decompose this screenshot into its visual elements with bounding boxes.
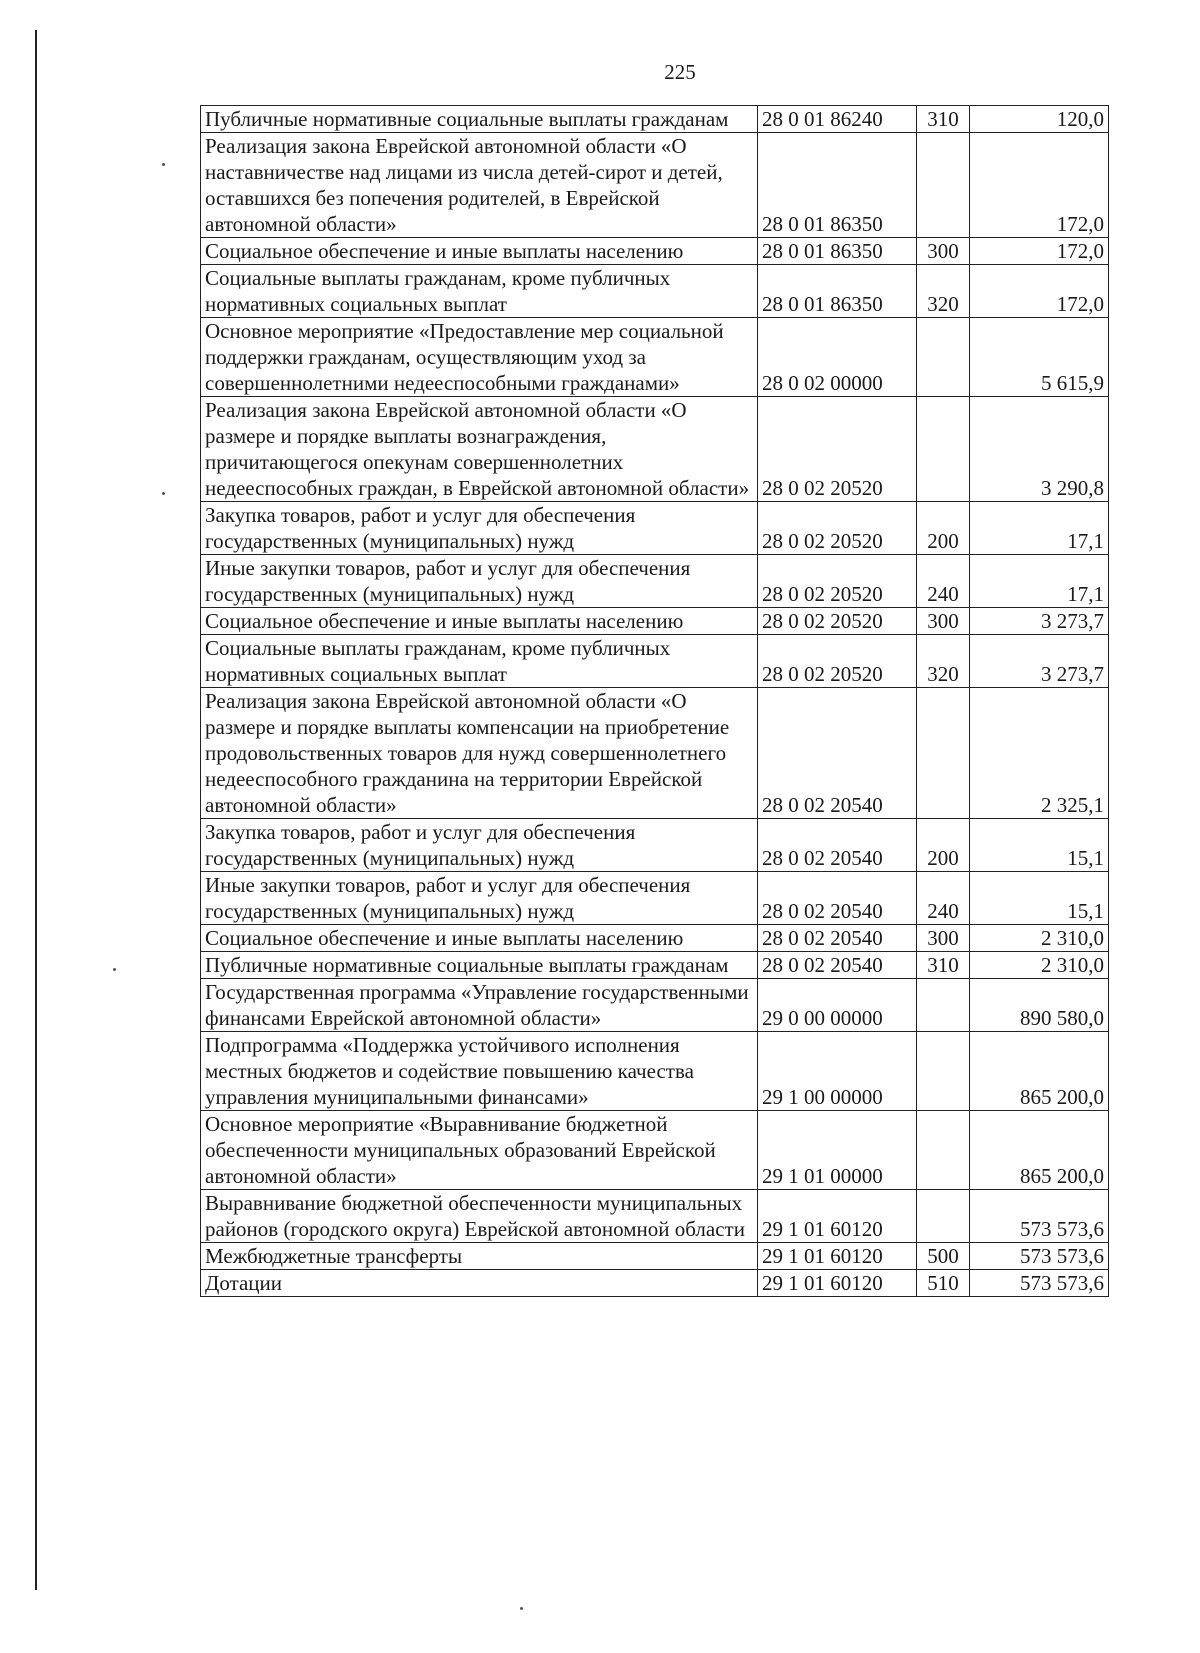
table-row [201,608,1109,635]
row-type-cell: 310 [917,952,970,979]
row-name-cell: Социальные выплаты гражданам, кроме публичных нормативных социальных выплат [201,265,758,318]
table-row [201,502,1109,555]
row-type-cell: 200 [917,819,970,872]
row-name-cell: Социальное обеспечение и иные выплаты населению [201,608,758,635]
row-type-cell [917,1032,970,1111]
row-code-cell: 28 0 02 20520 [758,608,917,635]
row-code-cell: 28 0 01 86350 [758,238,917,265]
row-type-cell: 310 [917,106,970,133]
row-code-cell: 28 0 02 00000 [758,318,917,397]
row-name-cell: Социальное обеспечение и иные выплаты населению [201,238,758,265]
scan-speck [520,1607,523,1610]
table-row [201,819,1109,872]
row-type-cell: 320 [917,635,970,688]
table-row [201,238,1109,265]
scan-speck [162,163,165,166]
table-row [201,397,1109,502]
table-row [201,265,1109,318]
budget-table-body [201,106,1109,1297]
row-type-cell [917,1111,970,1190]
row-code-cell: 28 0 02 20540 [758,925,917,952]
table-row [201,1032,1109,1111]
row-type-cell [917,318,970,397]
row-type-cell: 200 [917,502,970,555]
row-amount-cell: 573 573,6 [970,1190,1109,1243]
row-type-cell [917,688,970,819]
row-code-cell: 29 1 01 60120 [758,1243,917,1270]
row-type-cell: 240 [917,872,970,925]
row-name-cell: Социальные выплаты гражданам, кроме публичных нормативных социальных выплат [201,635,758,688]
row-type-cell [917,133,970,238]
row-name-cell: Дотации [201,1270,758,1297]
row-type-cell: 240 [917,555,970,608]
row-type-cell: 300 [917,925,970,952]
table-row [201,688,1109,819]
budget-table [200,105,1109,1297]
row-amount-cell: 865 200,0 [970,1111,1109,1190]
row-type-cell: 510 [917,1270,970,1297]
table-row [201,1111,1109,1190]
row-name-cell: Основное мероприятие «Предоставление мер социальной поддержки гражданам, осуществляющим уход за совершеннолетними недееспособными гражданами» [201,318,758,397]
row-amount-cell: 17,1 [970,555,1109,608]
table-row [201,555,1109,608]
row-name-cell: Выравнивание бюджетной обеспеченности муниципальных районов (городского округа) Еврейской автономной области [201,1190,758,1243]
row-amount-cell: 3 273,7 [970,635,1109,688]
row-amount-cell: 573 573,6 [970,1243,1109,1270]
table-row [201,872,1109,925]
row-code-cell: 29 1 01 60120 [758,1190,917,1243]
row-code-cell: 28 0 02 20520 [758,397,917,502]
row-amount-cell: 15,1 [970,872,1109,925]
row-code-cell: 28 0 01 86350 [758,265,917,318]
table-row [201,1270,1109,1297]
table-row [201,979,1109,1032]
table-row [201,925,1109,952]
row-amount-cell: 865 200,0 [970,1032,1109,1111]
row-code-cell: 29 1 01 60120 [758,1270,917,1297]
row-name-cell: Реализация закона Еврейской автономной области «О наставничестве над лицами из числа детей-сирот и детей, оставшихся без попечения родителей, в Еврейской автономной области» [201,133,758,238]
row-name-cell: Реализация закона Еврейской автономной области «О размере и порядке выплаты компенсации на приобретение продовольственных товаров для нужд совершеннолетнего недееспособного гражданина на территории Еврейской автономной области» [201,688,758,819]
row-code-cell: 28 0 02 20540 [758,952,917,979]
row-amount-cell: 2 310,0 [970,952,1109,979]
table-row [201,106,1109,133]
row-type-cell: 300 [917,608,970,635]
row-type-cell: 300 [917,238,970,265]
row-code-cell: 28 0 01 86240 [758,106,917,133]
row-amount-cell: 3 290,8 [970,397,1109,502]
scan-speck [113,968,116,971]
row-name-cell: Подпрограмма «Поддержка устойчивого исполнения местных бюджетов и содействие повышению качества управления муниципальными финансами» [201,1032,758,1111]
row-amount-cell: 2 310,0 [970,925,1109,952]
scan-margin-line [35,30,37,1590]
row-amount-cell: 890 580,0 [970,979,1109,1032]
row-code-cell: 28 0 02 20520 [758,555,917,608]
row-type-cell [917,1190,970,1243]
row-amount-cell: 120,0 [970,106,1109,133]
row-code-cell: 28 0 01 86350 [758,133,917,238]
scan-speck [162,492,165,495]
row-code-cell: 28 0 02 20520 [758,635,917,688]
row-amount-cell: 172,0 [970,238,1109,265]
table-row [201,1190,1109,1243]
row-amount-cell: 15,1 [970,819,1109,872]
row-name-cell: Государственная программа «Управление государственными финансами Еврейской автономной области» [201,979,758,1032]
row-amount-cell: 17,1 [970,502,1109,555]
table-row [201,318,1109,397]
table-row [201,133,1109,238]
table-row [201,635,1109,688]
row-code-cell: 29 0 00 00000 [758,979,917,1032]
page-number: 225 [664,60,696,84]
row-type-cell: 500 [917,1243,970,1270]
row-amount-cell: 5 615,9 [970,318,1109,397]
table-row [201,1243,1109,1270]
row-code-cell: 29 1 00 00000 [758,1032,917,1111]
row-amount-cell: 573 573,6 [970,1270,1109,1297]
row-name-cell: Иные закупки товаров, работ и услуг для обеспечения государственных (муниципальных) нужд [201,872,758,925]
row-amount-cell: 3 273,7 [970,608,1109,635]
row-name-cell: Публичные нормативные социальные выплаты гражданам [201,106,758,133]
row-name-cell: Социальное обеспечение и иные выплаты населению [201,925,758,952]
row-amount-cell: 2 325,1 [970,688,1109,819]
row-code-cell: 28 0 02 20540 [758,819,917,872]
row-name-cell: Основное мероприятие «Выравнивание бюджетной обеспеченности муниципальных образований Еврейской автономной области» [201,1111,758,1190]
row-amount-cell: 172,0 [970,265,1109,318]
row-code-cell: 28 0 02 20540 [758,688,917,819]
row-type-cell [917,979,970,1032]
row-type-cell: 320 [917,265,970,318]
row-name-cell: Реализация закона Еврейской автономной области «О размере и порядке выплаты вознаграждения, причитающегося опекунам совершеннолетних недееспособных граждан, в Еврейской автономной области» [201,397,758,502]
row-name-cell: Публичные нормативные социальные выплаты гражданам [201,952,758,979]
row-type-cell [917,397,970,502]
table-row [201,952,1109,979]
row-name-cell: Межбюджетные трансферты [201,1243,758,1270]
row-code-cell: 29 1 01 00000 [758,1111,917,1190]
row-code-cell: 28 0 02 20520 [758,502,917,555]
row-name-cell: Иные закупки товаров, работ и услуг для обеспечения государственных (муниципальных) нужд [201,555,758,608]
row-code-cell: 28 0 02 20540 [758,872,917,925]
row-name-cell: Закупка товаров, работ и услуг для обеспечения государственных (муниципальных) нужд [201,819,758,872]
row-amount-cell: 172,0 [970,133,1109,238]
row-name-cell: Закупка товаров, работ и услуг для обеспечения государственных (муниципальных) нужд [201,502,758,555]
